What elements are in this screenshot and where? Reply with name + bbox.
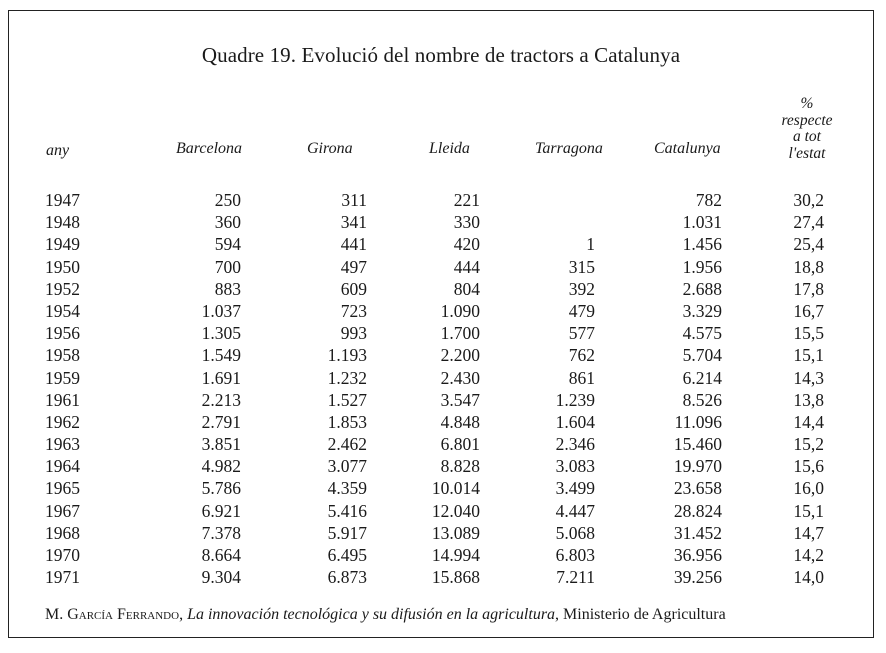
cell-barcelona: 4.982 [201,456,241,477]
cell-lleida: 3.547 [440,389,480,410]
cell-girona: 5.416 [327,500,367,521]
cell-lleida: 1.700 [440,323,480,344]
cell-lleida: 6.801 [440,434,480,455]
cell-tarragona: 762 [568,345,595,366]
table-body [9,189,875,588]
cell-barcelona: 9.304 [201,567,241,588]
cell-pct: 16,0 [793,478,824,499]
cell-any: 1967 [45,500,80,521]
cell-lleida: 2.200 [440,345,480,366]
cell-any: 1948 [45,212,80,233]
cell-barcelona: 700 [214,256,241,277]
table-row [9,411,875,433]
cell-girona: 6.873 [327,567,367,588]
header-barcelona: Barcelona [176,140,243,157]
cell-tarragona: 3.499 [555,478,595,499]
table-row [9,455,875,477]
cell-catalunya: 31.452 [673,522,722,543]
cell-catalunya: 4.575 [682,323,722,344]
cell-any: 1971 [45,567,80,588]
cell-pct: 18,8 [793,256,824,277]
cell-barcelona: 594 [214,234,241,255]
cell-barcelona: 8.664 [201,545,241,565]
cell-barcelona: 360 [214,212,241,233]
cell-catalunya: 19.970 [673,456,722,477]
cell-barcelona: 7.378 [201,522,241,543]
table-row [9,522,875,544]
cell-girona: 3.077 [327,456,367,477]
cell-pct: 15,2 [793,434,824,455]
cell-barcelona: 1.037 [201,300,241,321]
table-row [9,389,875,411]
cell-barcelona: 3.851 [201,434,241,455]
table-row [9,233,875,255]
cell-catalunya: 1.956 [682,256,722,277]
cell-lleida: 15.868 [431,567,480,588]
cell-lleida: 10.014 [431,478,480,499]
cell-tarragona: 392 [568,278,595,299]
cell-tarragona: 315 [568,256,595,277]
table-row [9,500,875,522]
cell-girona: 4.359 [327,478,367,499]
cell-catalunya: 8.526 [682,389,722,410]
cell-pct: 16,7 [793,300,824,321]
cell-girona: 993 [340,323,367,344]
cell-pct: 15,5 [793,323,824,344]
cell-pct: 30,2 [793,190,824,210]
cell-catalunya: 39.256 [673,567,722,588]
header-pct-line: l'estat [788,144,826,162]
cell-pct: 14,0 [793,567,824,588]
cell-tarragona: 479 [568,300,595,321]
cell-pct: 15,1 [793,500,824,521]
cell-pct: 14,7 [793,522,824,543]
cell-pct: 14,3 [793,367,824,388]
cell-lleida: 8.828 [440,456,480,477]
header-any: any [46,142,70,159]
header-pct [764,96,850,162]
source-author: M. García Ferrando, [45,606,184,623]
cell-lleida: 12.040 [431,500,480,521]
cell-barcelona: 2.791 [201,411,241,432]
table-title: Quadre 19. Evolució del nombre de tractors a Catalunya [201,43,681,67]
cell-barcelona: 1.691 [201,367,241,388]
cell-girona: 2.462 [327,434,367,455]
cell-catalunya: 23.658 [673,478,722,499]
cell-pct: 14,4 [793,411,824,432]
cell-lleida: 330 [453,212,480,233]
cell-lleida: 2.430 [440,367,480,388]
cell-barcelona: 1.549 [201,345,241,366]
cell-lleida: 221 [453,190,480,210]
cell-any: 1970 [45,545,80,565]
cell-catalunya: 2.688 [682,278,722,299]
cell-lleida: 444 [453,256,480,277]
cell-catalunya: 782 [695,190,722,210]
cell-tarragona: 2.346 [555,434,595,455]
table-row [9,433,875,455]
cell-catalunya: 28.824 [673,500,722,521]
cell-girona: 1.193 [327,345,367,366]
table-row [9,544,875,566]
cell-any: 1964 [45,456,80,477]
cell-any: 1947 [45,190,80,210]
table-row [9,367,875,389]
cell-pct: 27,4 [793,212,824,233]
cell-tarragona: 3.083 [555,456,595,477]
table-row [9,278,875,300]
table-row [9,322,875,344]
cell-pct: 14,2 [793,545,824,565]
cell-catalunya: 1.031 [682,212,722,233]
table-row [9,189,875,211]
cell-pct: 15,1 [793,345,824,366]
cell-any: 1950 [45,256,80,277]
header-pct-line: a tot [793,128,821,145]
cell-pct: 25,4 [793,234,824,255]
cell-barcelona: 1.305 [201,323,241,344]
source-publisher: , Ministerio de Agricultura [555,606,726,623]
cell-lleida: 1.090 [440,300,480,321]
table-row [9,477,875,499]
cell-girona: 5.917 [327,522,367,543]
cell-any: 1963 [45,434,80,455]
cell-barcelona: 250 [214,190,241,210]
table-row [9,566,875,588]
cell-catalunya: 3.329 [682,300,722,321]
table-row [9,256,875,278]
cell-tarragona: 1 [586,234,595,255]
cell-pct: 17,8 [793,278,824,299]
cell-any: 1962 [45,411,80,432]
cell-any: 1958 [45,345,80,366]
cell-lleida: 420 [453,234,480,255]
table-frame [8,10,874,638]
cell-girona: 1.232 [327,367,367,388]
cell-catalunya: 15.460 [673,434,722,455]
cell-lleida: 14.994 [431,545,480,565]
cell-girona: 1.527 [327,389,367,410]
cell-any: 1959 [45,367,80,388]
source-work: La innovación tecnológica y su difusión en la agricultura [187,606,556,623]
cell-any: 1965 [45,478,80,499]
cell-girona: 497 [340,256,367,277]
header-tarragona: Tarragona [535,140,603,157]
table-row [9,300,875,322]
cell-barcelona: 883 [214,278,241,299]
cell-any: 1956 [45,323,80,344]
cell-tarragona: 6.803 [555,545,595,565]
cell-girona: 609 [340,278,367,299]
cell-girona: 6.495 [327,545,367,565]
cell-any: 1954 [45,300,80,321]
cell-any: 1949 [45,234,80,255]
cell-tarragona: 577 [568,323,595,344]
cell-tarragona: 1.604 [555,411,595,432]
cell-lleida: 13.089 [431,522,480,543]
cell-pct: 13,8 [793,389,824,410]
cell-tarragona: 1.239 [555,389,595,410]
table-row [9,344,875,366]
cell-tarragona: 7.211 [556,567,595,588]
cell-catalunya: 6.214 [682,367,722,388]
cell-catalunya: 11.096 [674,411,722,432]
cell-girona: 1.853 [327,411,367,432]
cell-tarragona: 4.447 [555,500,595,521]
source-citation [45,606,726,624]
cell-barcelona: 6.921 [201,500,241,521]
cell-girona: 311 [341,190,367,210]
header-pct-line: respecte [781,111,833,129]
cell-any: 1952 [45,278,80,299]
cell-girona: 723 [340,300,367,321]
cell-tarragona: 861 [568,367,595,388]
cell-girona: 341 [340,212,367,233]
cell-tarragona: 5.068 [555,522,595,543]
cell-barcelona: 5.786 [201,478,241,499]
header-lleida: Lleida [429,140,470,157]
table-row [9,211,875,233]
cell-catalunya: 1.456 [682,234,722,255]
cell-barcelona: 2.213 [201,389,241,410]
cell-any: 1961 [45,389,80,410]
cell-any: 1968 [45,522,80,543]
cell-catalunya: 5.704 [682,345,722,366]
header-girona: Girona [307,140,353,157]
header-catalunya: Catalunya [654,140,721,157]
header-pct-line: % [800,95,814,112]
cell-catalunya: 36.956 [673,545,722,565]
cell-lleida: 804 [453,278,480,299]
cell-pct: 15,6 [793,456,824,477]
cell-lleida: 4.848 [440,411,480,432]
cell-girona: 441 [340,234,367,255]
